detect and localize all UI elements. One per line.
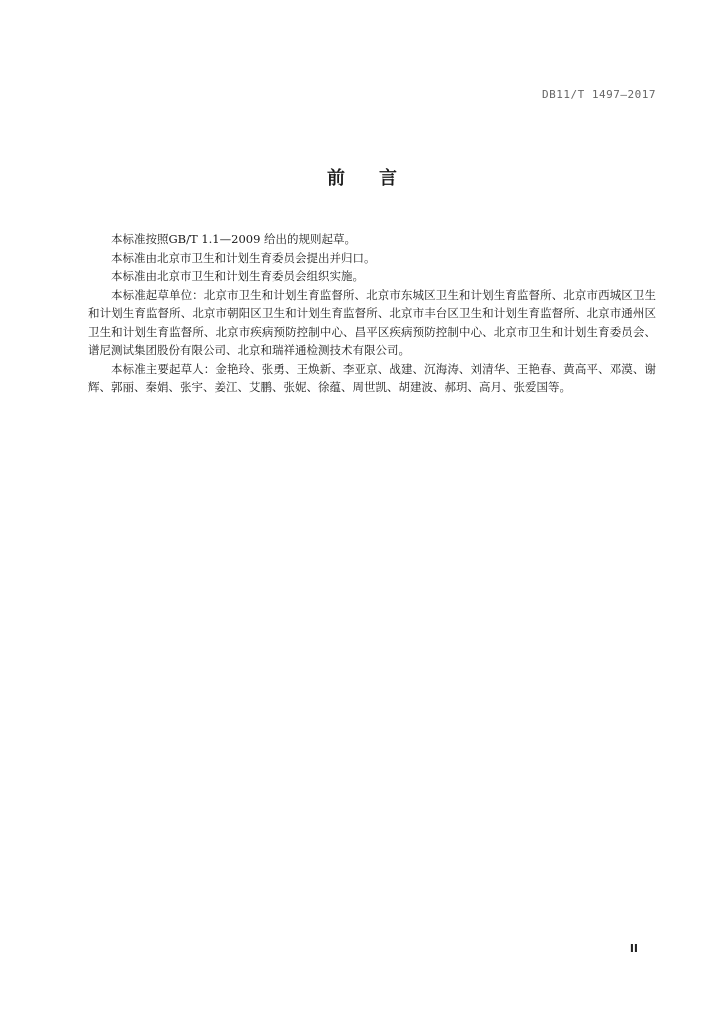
paragraph-drafting-units: 本标准起草单位：北京市卫生和计划生育监督所、北京市东城区卫生和计划生育监督所、北京市西城区卫生和计划生育监督所、北京市朝阳区卫生和计划生育监督所、北京市丰台区卫生和计划生育监督所、北京市通州区卫生和计划生育监督所、北京市疾病预防控制中心、昌平区疾病预防控制中心、北京市卫生和计划生育委员会、谱尼测试集团股份有限公司、北京和瑞祥通检测技术有限公司。 xyxy=(88,287,656,357)
paragraph-implementer: 本标准由北京市卫生和计划生育委员会组织实施。 xyxy=(111,269,364,283)
document-code: DB11/T 1497—2017 xyxy=(542,88,656,101)
foreword-body xyxy=(88,230,656,397)
paragraph-main-drafters: 本标准主要起草人：金艳玲、张勇、王焕新、李亚京、战建、沉海涛、刘清华、王艳春、黄高平、邓漠、谢辉、郭丽、秦娟、张宇、姜江、艾鹏、张妮、徐蕴、周世凯、胡建波、郝玥、高月、张爱国等。 xyxy=(88,361,656,394)
paragraph-proposer: 本标准由北京市卫生和计划生育委员会提出并归口。 xyxy=(111,250,376,265)
paragraph-drafting-rules: 本标准按照GB/T 1.1—2009 给出的规则起草。 xyxy=(111,232,357,246)
page-number: II xyxy=(629,942,638,955)
page-title: 前言 xyxy=(327,168,431,189)
